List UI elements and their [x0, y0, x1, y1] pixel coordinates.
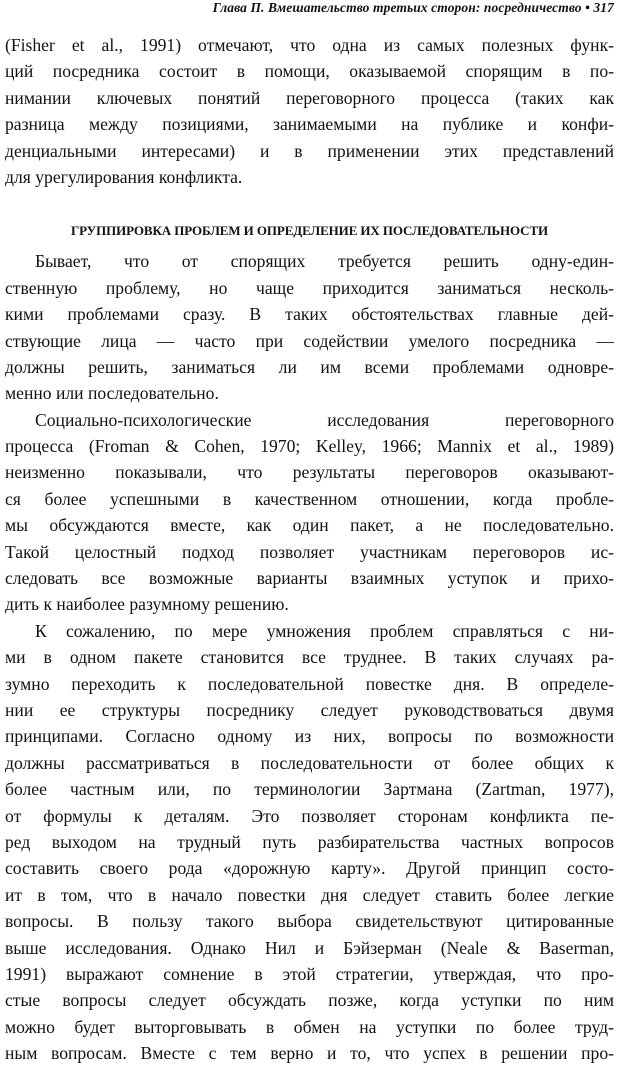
- text-line: (Fisher et al., 1991) отмечают, что одна из самых полезных функ-: [5, 35, 614, 55]
- text-line: менно или последовательно.: [5, 383, 219, 404]
- text-line: разница между позициями, занимаемыми на публике и конфи-: [5, 114, 614, 135]
- text-line: принципами. Согласно одному из них, вопросы по возможности: [5, 726, 614, 747]
- text-line: мы обсуждаются вместе, как один пакет, а не последовательно.: [5, 515, 614, 536]
- text-line: ред выходом на трудный путь разбирательства частных вопросов: [5, 831, 614, 852]
- text-line: ми в одном пакете становится все труднее. В таких случаях ра-: [5, 647, 614, 668]
- text-line: ций посредника состоит в помощи, оказываемой спорящим в по-: [5, 61, 614, 82]
- body-text: [5, 32, 614, 1066]
- text-line: ственную проблему, но чаще приходится заниматься несколь-: [5, 277, 614, 298]
- paragraph-4: [5, 618, 614, 1066]
- text-line: зумно переходить к последовательной повестке дня. В определе-: [5, 673, 614, 694]
- paragraph-1: [5, 32, 614, 190]
- text-line: ит в том, что в начало повестки дня следует ставить более легкие: [5, 884, 614, 905]
- text-line: денциальными интересами) и в применении этих представлений: [5, 140, 614, 161]
- paragraph-3: [5, 407, 614, 618]
- text-line: нимании ключевых понятий переговорного процесса (таких как: [5, 87, 614, 108]
- text-line: нии ее структуры посреднику следует руководствоваться двумя: [5, 699, 614, 720]
- text-line: стые вопросы следует обсуждать позже, когда уступки по ним: [5, 990, 614, 1011]
- text-line: дить к наиболее разумному решению.: [5, 594, 289, 615]
- running-head: Глава П. Вмешательство третьих сторон: посредничество • 317: [212, 0, 614, 15]
- text-line: более частным или, по терминологии Зартмана (Zartman, 1977),: [5, 779, 614, 800]
- section-spacer: [5, 190, 614, 218]
- text-line: должны рассматриваться в последовательности от более общих к: [5, 752, 614, 773]
- text-line: К сожалению, по мере умножения проблем справляться с ни-: [35, 620, 614, 641]
- text-line: можно будет выторговывать в обмен на уступки по более труд-: [5, 1016, 614, 1037]
- text-line: должны решить, заниматься ли им всеми проблемами одновре-: [5, 356, 614, 377]
- text-line: кими проблемами сразу. В таких обстоятельствах главные дей-: [5, 304, 614, 325]
- paragraph-2: [5, 248, 614, 406]
- text-line: ным вопросам. Вместе с тем верно и то, что успех в решении про-: [5, 1043, 614, 1064]
- text-line: вопросы. В пользу такого выбора свидетельствуют цитированные: [5, 911, 614, 932]
- text-line: следовать все возможные варианты взаимных уступок и прихо-: [5, 568, 614, 589]
- text-line: 1991) выражают сомнение в этой стратегии, утверждая, что про-: [5, 963, 614, 984]
- text-line: процесса (Froman & Cohen, 1970; Kelley, 1966; Mannix et al., 1989): [5, 436, 614, 457]
- text-line: Такой целостный подход позволяет участникам переговоров ис-: [5, 541, 614, 562]
- text-line: выше исследования. Однако Нил и Бэйзерман (Neale & Baserman,: [5, 937, 614, 958]
- text-line: ся более успешными в качественном отношении, когда пробле-: [5, 488, 614, 509]
- text-line: от формулы к деталям. Это позволяет сторонам конфликта пе-: [5, 805, 614, 826]
- text-line: ствующие лица — часто при содействии умелого посредника —: [5, 330, 614, 351]
- text-line: Бывает, что от спорящих требуется решить одну-един-: [35, 251, 614, 272]
- text-line: неизменно показывали, что результаты переговоров оказывают-: [5, 462, 614, 483]
- text-line: для урегулирования конфликта.: [5, 166, 243, 187]
- section-heading: ГРУППИРОВКА ПРОБЛЕМ И ОПРЕДЕЛЕНИЕ ИХ ПОСЛЕДОВАТЕЛЬНОСТИ: [70, 223, 549, 239]
- text-line: Социально-психологические исследования переговорного: [35, 409, 614, 430]
- text-line: составить своего рода «дорожную карту». Другой принцип состо-: [5, 858, 614, 879]
